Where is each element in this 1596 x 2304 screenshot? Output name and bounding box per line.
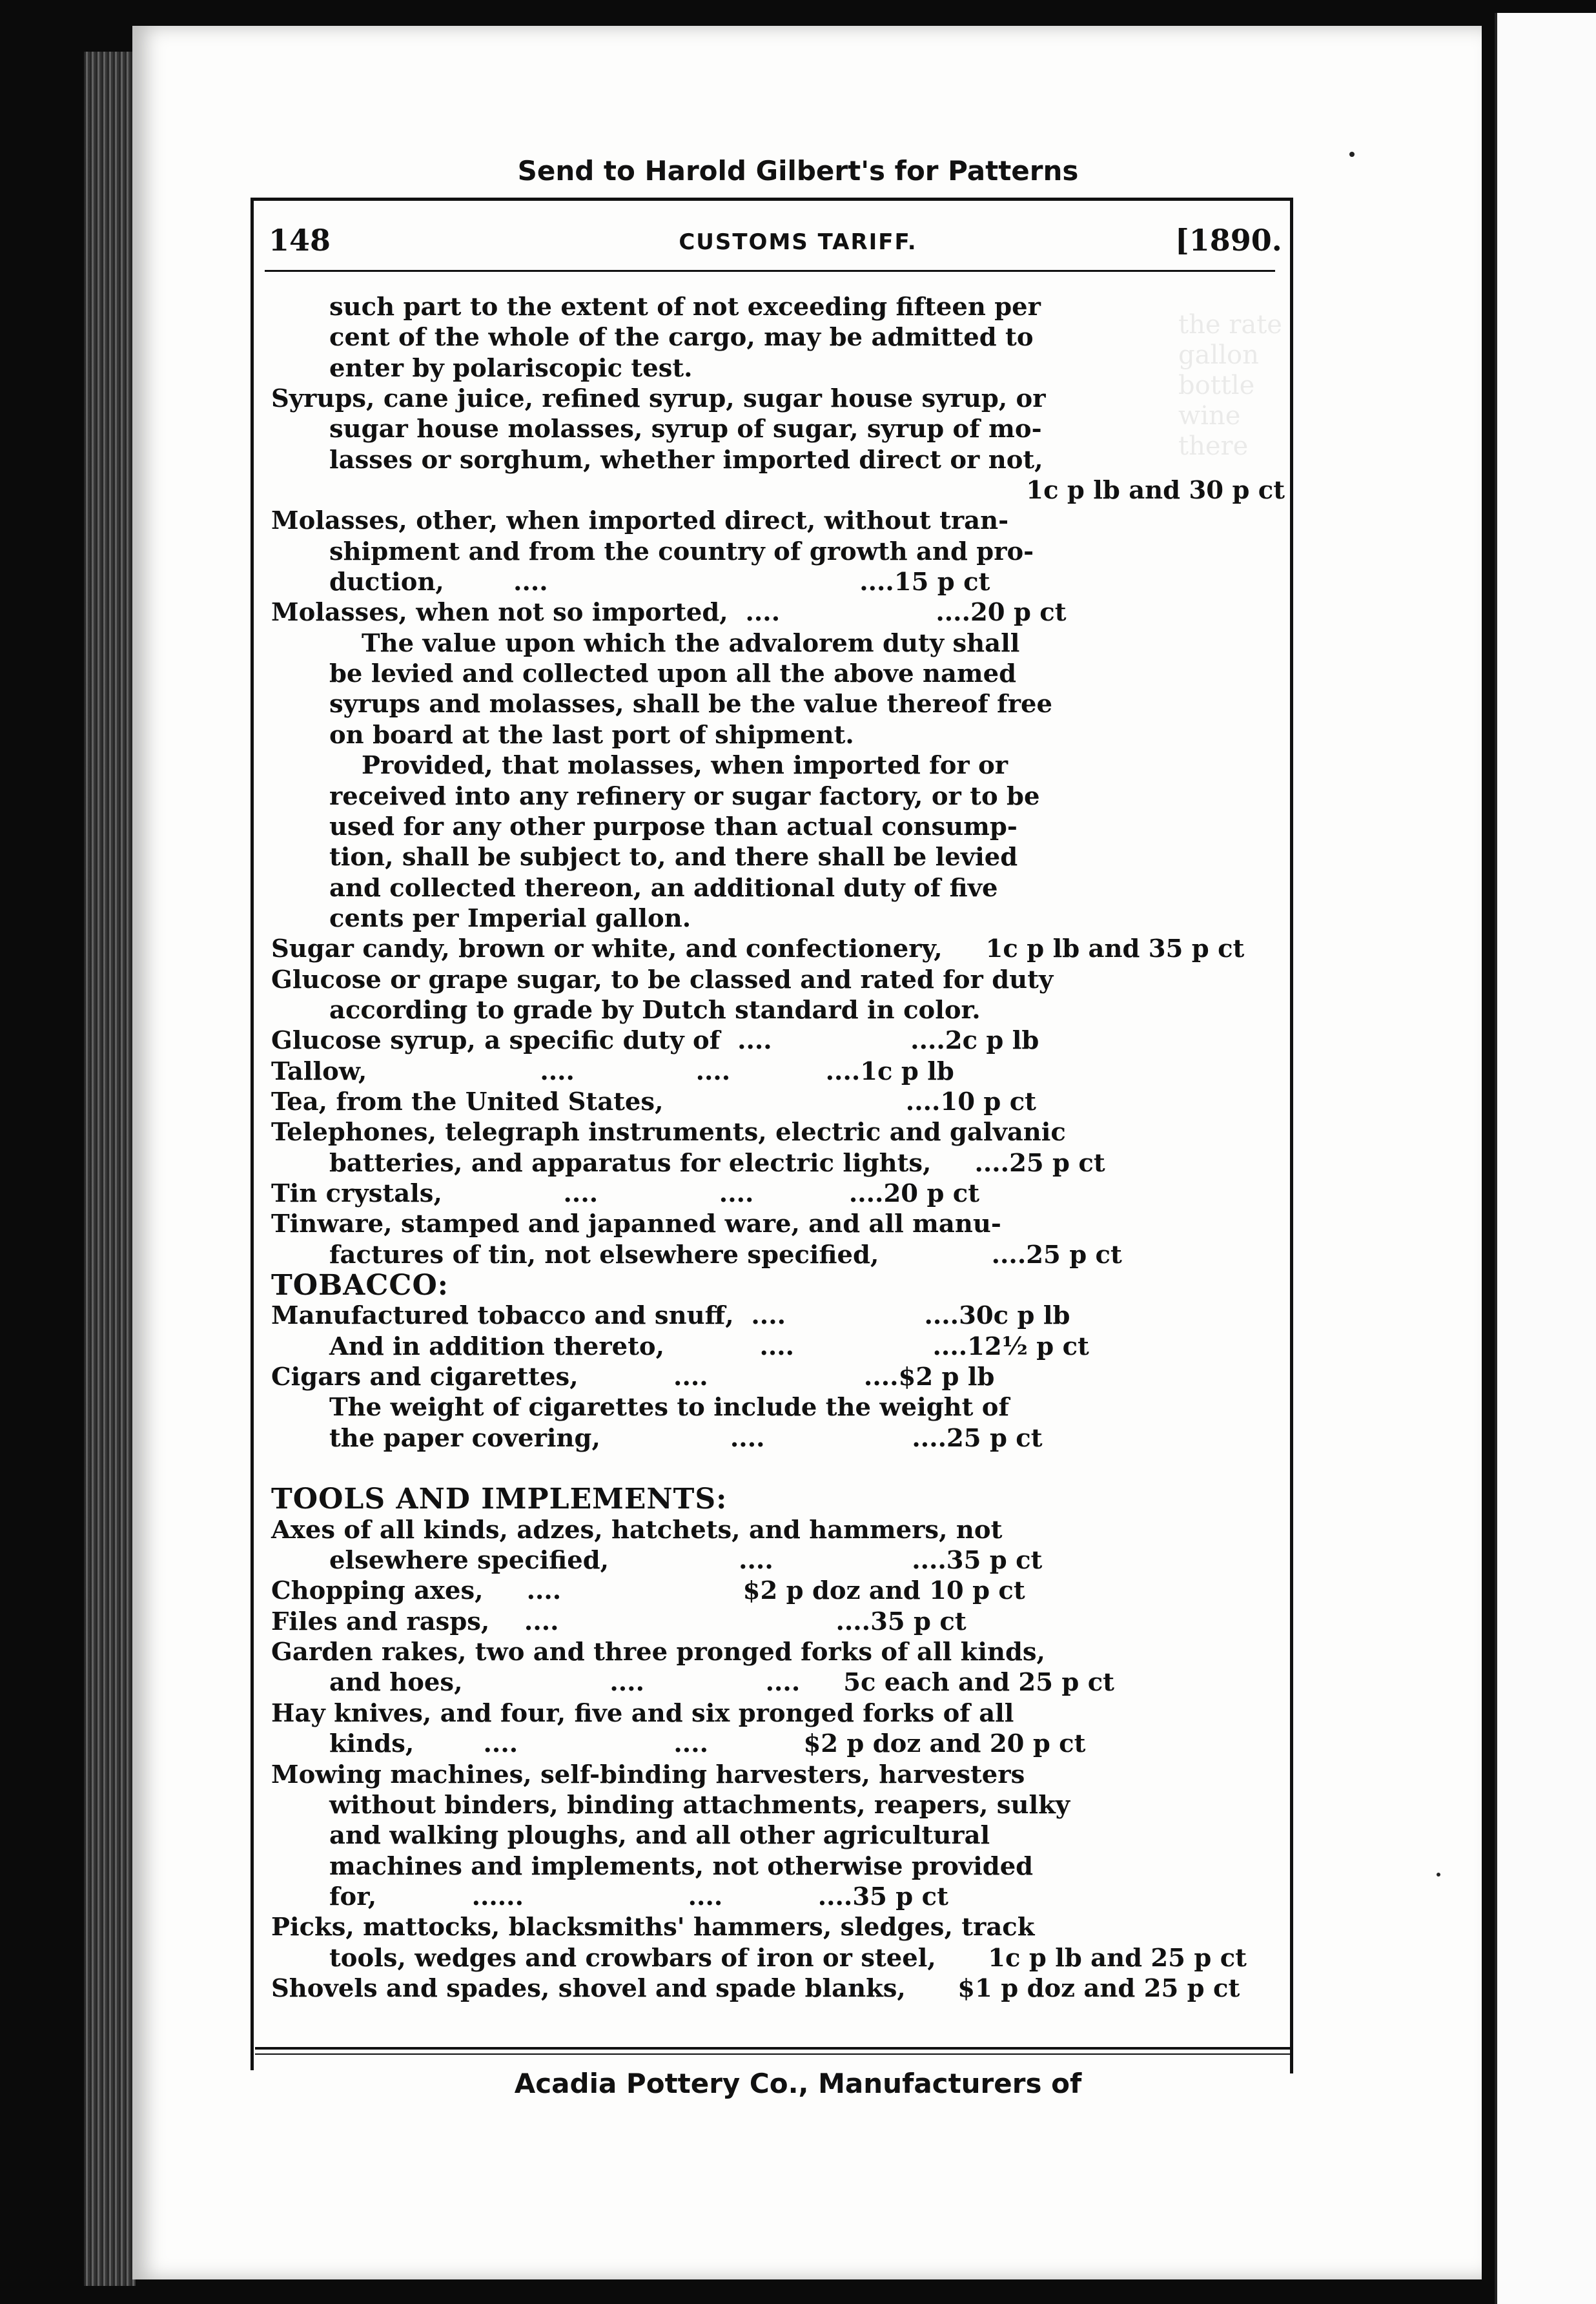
line-text: received into any refinery or sugar factory, or to be [329,781,1040,811]
section-heading: TOBACCO: [271,1269,449,1302]
line-text: and walking ploughs, and all other agricultural [329,1821,990,1851]
text-line [271,322,1291,353]
line-text: and hoes, .... .... 5c each and 25 p ct [329,1668,1114,1698]
line-text: used for any other purpose than actual consump- [329,812,1018,841]
line-text: for, ...... .... ....35 p ct [329,1882,948,1911]
line-text: shipment and from the country of growth and pro- [329,537,1034,566]
running-year: [1890. [1175,223,1282,258]
text-line [271,567,1291,597]
text-line [271,292,1291,322]
text-line [271,1912,1291,1942]
line-text: Glucose syrup, a specific duty of .... ....2c p lb [271,1026,1039,1056]
line-text: Provided, that molasses, when imported for or [362,751,1008,781]
text-line [271,1362,1291,1392]
rate-text: 1c p lb and 30 p ct [1026,476,1285,506]
paper-speck [1437,1873,1440,1877]
line-text: Files and rasps, .... ....35 p ct [271,1607,967,1636]
page-edge-stack [84,52,136,2286]
text-line [271,1820,1291,1851]
line-text: tools, wedges and crowbars of iron or steel, 1c p lb and 25 p ct [329,1943,1247,1973]
line-text: without binders, binding attachments, reapers, sulky [329,1790,1070,1820]
line-text: according to grade by Dutch standard in color. [329,995,981,1025]
text-line [271,1882,1291,1912]
line-text: Syrups, cane juice, refined syrup, sugar house syrup, or [271,384,1046,414]
text-line [271,353,1291,384]
text-line [271,597,1291,628]
text-line [271,965,1291,995]
line-text: syrups and molasses, shall be the value thereof free [329,690,1053,719]
line-text: The weight of cigarettes to include the weight of [329,1393,1010,1423]
line-text: Tea, from the United States, ....10 p ct [271,1087,1036,1116]
text-line [271,659,1291,689]
text-line [271,812,1291,842]
running-title: CUSTOMS TARIFF. [679,229,917,255]
text-line [271,1332,1291,1362]
text-line [271,1851,1291,1882]
line-text: factures of tin, not elsewhere specified, ....25 p ct [329,1240,1122,1270]
line-text: elsewhere specified, .... ....35 p ct [329,1546,1043,1576]
text-line [271,1209,1291,1239]
text-line [271,1943,1291,1973]
line-text: cents per Imperial gallon. [329,903,691,933]
text-line [271,1484,1291,1514]
header-rule [265,270,1275,272]
text-line [271,1087,1291,1117]
text-line [271,934,1291,964]
line-text: Hay knives, and four, five and six pronged forks of all [271,1698,1014,1728]
line-text: be levied and collected upon all the above named [329,659,1017,689]
text-line [271,1148,1291,1178]
line-text: kinds, .... .... $2 p doz and 20 p ct [329,1729,1086,1759]
text-line [271,720,1291,750]
line-text: machines and implements, not otherwise provided [329,1851,1034,1881]
text-line [271,1025,1291,1056]
line-text: Molasses, when not so imported, .... ....20 p ct [271,598,1067,628]
line-text: sugar house molasses, syrup of sugar, syrup of mo- [329,415,1042,444]
text-line [271,1729,1291,1759]
text-line [271,475,1291,506]
line-text: the paper covering, .... ....25 p ct [329,1423,1043,1453]
text-line [271,1240,1291,1270]
text-line [271,1790,1291,1820]
text-line [271,689,1291,719]
line-text: lasses or sorghum, whether imported direct or not, [329,445,1043,475]
text-line [271,1392,1291,1423]
line-text: Telephones, telegraph instruments, electric and galvanic [271,1118,1066,1147]
line-text: on board at the last port of shipment. [329,720,854,750]
line-text: Mowing machines, self-binding harvesters, harvesters [271,1760,1025,1789]
text-line [271,1637,1291,1667]
text-line [271,1760,1291,1790]
facing-page-edge [1495,13,1596,2304]
line-text: Molasses, other, when imported direct, without tran- [271,506,1009,536]
text-line [271,781,1291,812]
text-line [271,414,1291,444]
line-text: such part to the extent of not exceeding fifteen per [329,293,1041,322]
footer-advert: Acadia Pottery Co., Manufacturers of [514,2068,1082,2099]
line-text: Tinware, stamped and japanned ware, and all manu- [271,1209,1001,1239]
text-line [271,873,1291,903]
line-text: And in addition thereto, .... ....12½ p ct [329,1332,1089,1361]
text-line [271,537,1291,567]
text-line [271,1973,1291,2004]
line-text: tion, shall be subject to, and there shall be levied [329,843,1018,872]
text-line [271,1667,1291,1698]
header-advert: Send to Harold Gilbert's for Patterns [517,155,1079,187]
line-text: batteries, and apparatus for electric lights, ....25 p ct [329,1148,1105,1178]
text-line [271,628,1291,659]
show-through-text: the rate gallon bottle wine there [1178,310,1282,461]
footer-rule [255,2047,1291,2055]
text-line [271,1545,1291,1576]
line-text: Cigars and cigarettes, .... ....$2 p lb [271,1363,995,1392]
line-text: Glucose or grape sugar, to be classed and rated for duty [271,965,1054,994]
line-text: Shovels and spades, shovel and spade blanks, $1 p doz and 25 p ct [271,1973,1240,2003]
line-text: Garden rakes, two and three pronged forks of all kinds, [271,1638,1045,1667]
line-text: Chopping axes, .... $2 p doz and 10 p ct [271,1576,1025,1606]
line-text: Tallow, .... .... ....1c p lb [271,1056,954,1086]
line-text: duction, .... ....15 p ct [329,568,990,597]
line-text: Manufactured tobacco and snuff, .... ....30c p lb [271,1301,1070,1331]
blank-line [271,1454,1291,1484]
text-line [271,1423,1291,1454]
text-line [271,1178,1291,1209]
text-line [271,384,1291,414]
text-line [271,1576,1291,1606]
line-text: Picks, mattocks, blacksmiths' hammers, sledges, track [271,1913,1035,1942]
text-line [271,903,1291,934]
line-text: enter by polariscopic test. [329,353,693,383]
paper-speck [1349,152,1355,157]
section-heading: TOOLS AND IMPLEMENTS: [271,1483,728,1516]
line-text: The value upon which the advalorem duty shall [362,628,1020,658]
text-line [271,1270,1291,1301]
line-text: Tin crystals, .... .... ....20 p ct [271,1178,979,1208]
line-text: Axes of all kinds, adzes, hatchets, and hammers, not [271,1515,1003,1545]
line-text: Sugar candy, brown or white, and confectionery, 1c p lb and 35 p ct [271,934,1245,964]
page-number: 148 [269,223,331,258]
text-line [271,1056,1291,1087]
line-text: and collected thereon, an additional duty of five [329,873,998,903]
text-line [271,842,1291,872]
text-line [271,1301,1291,1331]
tariff-text [271,292,1291,2004]
text-line [271,750,1291,781]
text-line [271,506,1291,536]
text-line [271,1117,1291,1147]
text-line [271,1698,1291,1729]
text-line [271,445,1291,475]
line-text: cent of the whole of the cargo, may be admitted to [329,323,1034,353]
text-line [271,1607,1291,1637]
text-line [271,995,1291,1025]
text-line [271,1515,1291,1545]
